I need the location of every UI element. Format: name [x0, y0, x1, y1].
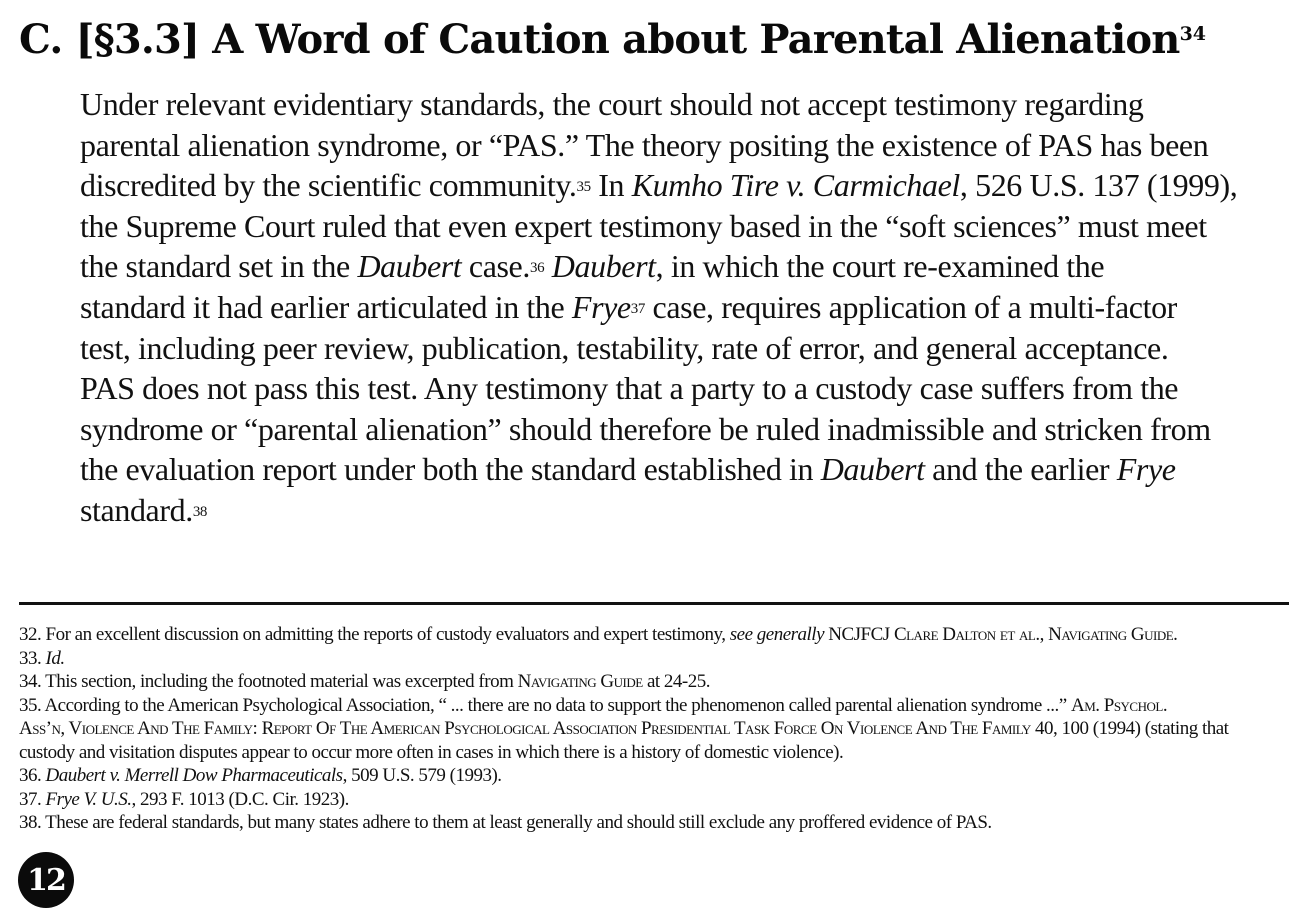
case-name-daubert: Daubert — [820, 451, 925, 488]
case-name-frye: Frye — [1116, 451, 1176, 488]
footnote-case-name: Frye V. U.S. — [45, 788, 132, 810]
footnote-author: Clare Dalton et al. — [893, 624, 1040, 645]
body-text-span: parental alienation syndrome, or “PAS.” The theory positing the existence of PAS has been — [80, 126, 1209, 163]
page-number-badge — [18, 852, 74, 908]
footnote-ref-35[interactable]: 35 — [576, 179, 591, 196]
body-text-span: , 526 U.S. 137 (1999), — [959, 167, 1238, 204]
footnote-32 — [19, 623, 1284, 647]
body-text-span — [544, 248, 552, 284]
footnote-38 — [19, 811, 1284, 835]
footnote-source: Navigating Guide — [517, 671, 643, 692]
body-line — [80, 368, 1286, 409]
body-line — [80, 328, 1286, 369]
footnote-text: 37. — [19, 788, 46, 810]
footnote-text: 40, 100 (1994) (stating that — [1030, 718, 1229, 739]
footnote-divider — [19, 602, 1289, 605]
footnote-36 — [19, 764, 1284, 788]
footnote-text: 32. For an excellent discussion on admitting the reports of custody evaluators and expert testimony, — [19, 624, 730, 645]
section-heading-text: C. [§3.3] A Word of Caution about Parental Alienation — [19, 16, 1180, 63]
footnote-text: , 293 F. 1013 (D.C. Cir. 1923). — [131, 788, 349, 810]
footnote-source: Navigating Guide — [1048, 624, 1174, 645]
body-line — [80, 84, 1286, 125]
footnote-33 — [19, 647, 1284, 671]
body-line — [80, 206, 1286, 247]
body-line — [80, 125, 1286, 166]
body-text-span: case. — [461, 248, 530, 285]
footnote-text: , 509 U.S. 579 (1993). — [342, 765, 502, 786]
body-line — [80, 449, 1286, 490]
footnotes-section — [19, 623, 1284, 835]
footnote-text: NCJFCJ — [824, 624, 894, 645]
body-text-span: standard. — [80, 491, 193, 528]
footnote-text: at 24-25. — [642, 671, 710, 692]
footnote-source: Ass’n, Violence And The Family: Report Of The American Psychological Association Presidential Task Force On Violence And The Family — [19, 718, 1031, 739]
body-line — [80, 165, 1286, 206]
case-name-frye: Frye — [571, 288, 631, 325]
footnote-text: 36. — [19, 765, 46, 786]
footnote-ref-34[interactable]: 34 — [1179, 23, 1207, 45]
footnote-signal: see generally — [729, 624, 825, 645]
footnote-text: 35. According to the American Psychological Association, “ ... there are no data to support the phenomenon called parental alienation syndrome ...” — [19, 694, 1071, 716]
body-text-span: Under relevant evidentiary standards, the court should not accept testimony regarding — [80, 86, 1144, 122]
body-text-span: standard it had earlier articulated in the — [80, 288, 572, 325]
footnote-35-cont — [19, 717, 1284, 741]
footnote-35 — [19, 694, 1284, 718]
footnote-35-cont — [19, 741, 1284, 765]
body-paragraph — [80, 84, 1286, 531]
case-name-kumho: Kumho Tire v. Carmichael — [631, 167, 960, 204]
case-name-daubert: Daubert — [357, 248, 462, 285]
body-line — [80, 246, 1286, 287]
footnote-ref-38[interactable]: 38 — [192, 503, 208, 520]
footnote-signal: Id. — [45, 647, 65, 669]
footnote-source: Am. Psychol. — [1070, 694, 1168, 716]
case-name-daubert: Daubert — [551, 248, 656, 285]
footnote-text: custody and visitation disputes appear to occur more often in cases in which there is a history of domestic violence). — [19, 741, 844, 763]
footnote-37 — [19, 788, 1284, 812]
body-line — [80, 490, 1286, 531]
body-text-span: the standard set in the — [80, 248, 358, 285]
footnote-case-name: Daubert v. Merrell Dow Pharmaceuticals — [45, 765, 343, 786]
body-text-span: syndrome or “parental alienation” should therefore be ruled inadmissible and stricken from — [80, 410, 1211, 447]
footnote-text: 34. This section, including the footnoted material was excerpted from — [19, 671, 518, 692]
footnote-ref-37[interactable]: 37 — [630, 300, 645, 317]
footnote-text: 38. These are federal standards, but many states adhere to them at least generally and should still exclude any proffered evidence of PAS. — [19, 812, 992, 833]
body-text-span: discredited by the scientific community. — [80, 167, 577, 204]
body-text-span: the evaluation report under both the standard established in — [80, 451, 821, 488]
body-line — [80, 409, 1286, 450]
footnote-text: , — [1039, 624, 1049, 645]
page-number: 12 — [27, 862, 65, 898]
section-heading — [19, 14, 1206, 66]
body-text-span: test, including peer review, publication, testability, rate of error, and general acceptance. — [80, 329, 1169, 366]
body-text-span: In — [590, 167, 632, 204]
footnote-text: . — [1173, 624, 1178, 645]
body-text-span: the Supreme Court ruled that even expert testimony based in the “soft sciences” must meet — [80, 207, 1207, 244]
footnote-text: 33. — [19, 647, 46, 669]
footnote-ref-36[interactable]: 36 — [529, 260, 545, 277]
body-text-span: and the earlier — [924, 451, 1117, 488]
body-text-span: PAS does not pass this test. Any testimony that a party to a custody case suffers from the — [80, 370, 1179, 407]
body-text-span: , in which the court re-examined the — [655, 248, 1105, 285]
footnote-34 — [19, 670, 1284, 694]
body-text-span: case, requires application of a multi-factor — [644, 288, 1177, 325]
body-line — [80, 287, 1286, 328]
